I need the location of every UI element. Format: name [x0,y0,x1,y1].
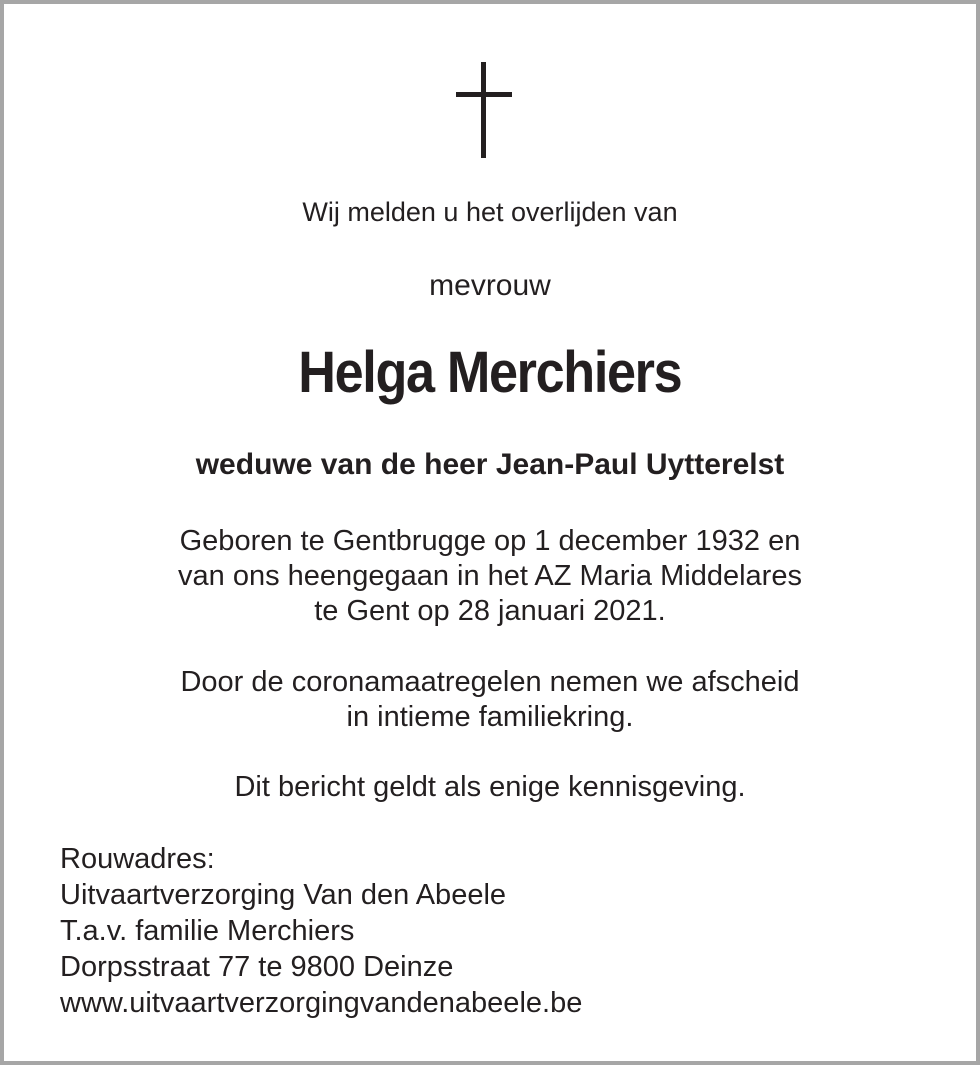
mourning-address [60,841,582,1021]
birth-line: van ons heengegaan in het AZ Maria Middelares [178,560,802,592]
notice-text: Dit bericht geldt als enige kennisgeving. [234,771,746,803]
intro-text: Wij melden u het overlijden van [302,197,678,227]
address-line: T.a.v. familie Merchiers [60,915,355,947]
cross-icon [456,62,512,158]
title-text: mevrouw [429,269,551,302]
address-heading: Rouwadres: [60,843,215,875]
address-line: Uitvaartverzorging Van den Abeele [60,879,507,911]
address-line: Dorpsstraat 77 te 9800 Deinze [60,951,454,983]
birth-death-paragraph [0,524,980,629]
widow-of-text: weduwe van de heer Jean-Paul Uytterelst [195,448,785,481]
corona-line: in intieme familiekring. [346,701,634,733]
corona-line: Door de coronamaatregelen nemen we afscheid [180,666,800,698]
corona-paragraph [0,665,980,735]
birth-line: te Gent op 28 januari 2021. [314,595,666,627]
birth-line: Geboren te Gentbrugge op 1 december 1932 en [179,525,801,557]
address-website: www.uitvaartverzorgingvandenabeele.be [60,987,583,1019]
deceased-name: Helga Merchiers [298,340,682,405]
